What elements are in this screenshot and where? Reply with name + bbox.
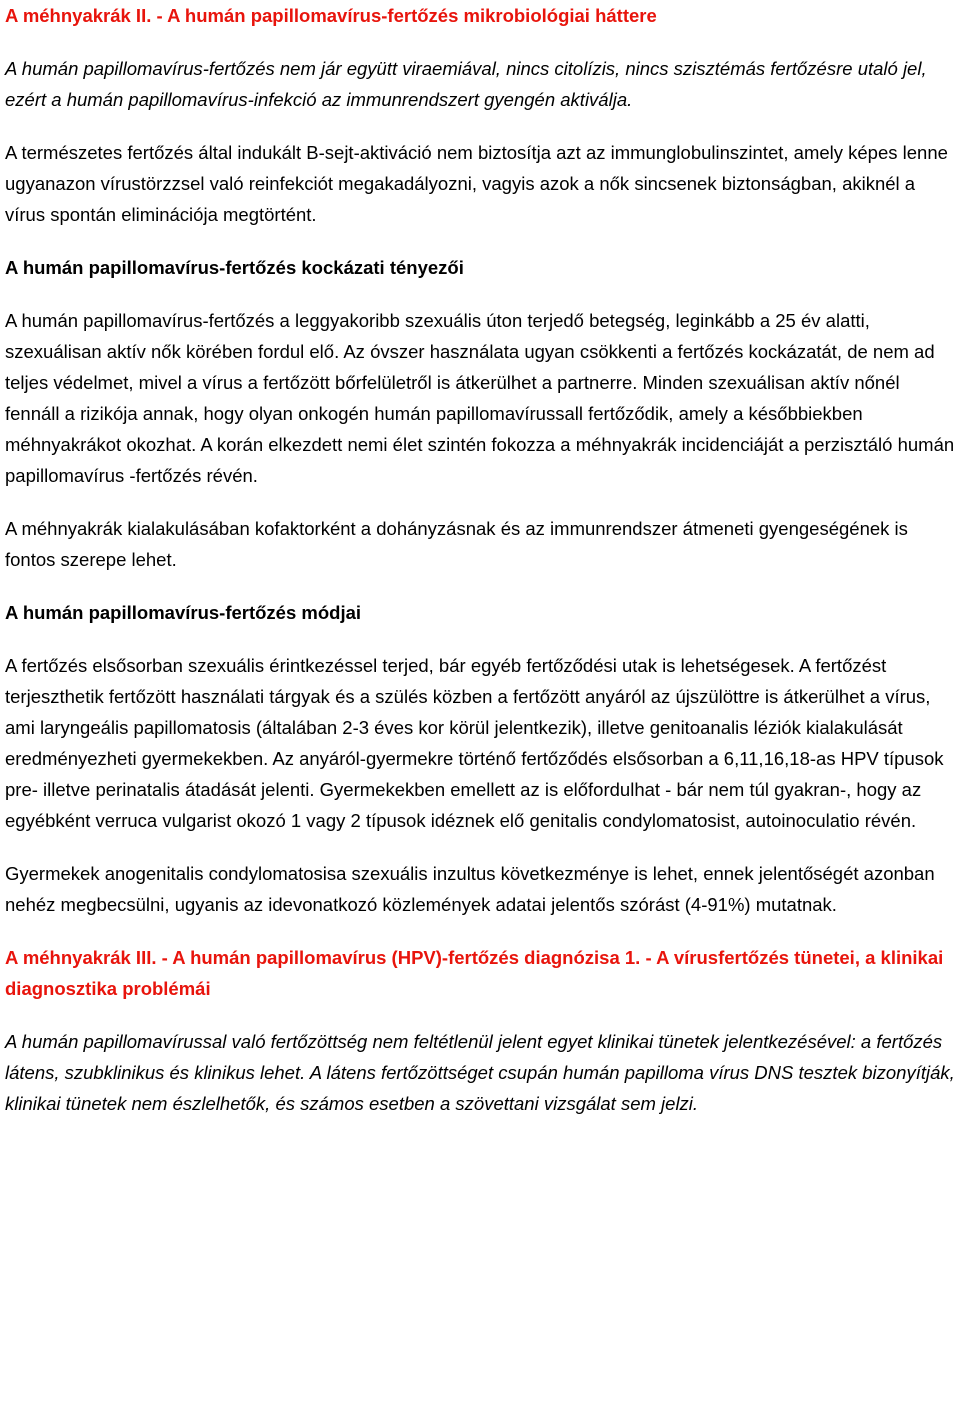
section-title-mehnyakrak-2: A méhnyakrák II. - A humán papillomavírus-fertőzés mikrobiológiai háttere (5, 5, 657, 26)
spacer (5, 230, 956, 252)
spacer (5, 283, 956, 305)
spacer (5, 31, 956, 53)
section-title-risk-factors: A humán papillomavírus-fertőzés kockázati tényezői (5, 257, 464, 278)
paragraph-children: Gyermekek anogenitalis condylomatosisa szexuális inzultus következménye is lehet, ennek jelentőségét azonban nehéz megbecsülni, ugyanis az idevonatkozó közlemények adatai jelentős szórást (4-91%) mutatnak. (5, 863, 935, 915)
paragraph-cofactors: A méhnyakrák kialakulásában kofaktorként a dohányzásnak és az immunrendszer átmeneti gyengeségének is fontos szerepe lehet. (5, 518, 908, 570)
paragraph-intro: A humán papillomavírus-fertőzés nem jár együtt viraemiával, nincs citolízis, nincs szisztémás fertőzésre utaló jel, ezért a humán papillomavírus-infekció az immunrendszert gyengén aktiválja. (5, 58, 927, 110)
paragraph-latent-infection: A humán papillomavírussal való fertőzöttség nem feltétlenül jelent egyet klinikai tünetek jelentkezésével: a fertőzés látens, szubklinikus és klinikus lehet. A látens fertőzöttséget csupán humán papilloma vírus DNS tesztek bizonyítják, klinikai tünetek nem észlelhetők, és számos esetben a szövettani vizsgálat sem jelzi. (5, 1031, 955, 1114)
section-title-mehnyakrak-3: A méhnyakrák III. - A humán papillomavírus (HPV)-fertőzés diagnózisa 1. - A vírusfertőzés tünetei, a klinikai diagnosztika problémái (5, 947, 944, 999)
paragraph-risk-factors: A humán papillomavírus-fertőzés a leggyakoribb szexuális úton terjedő betegség, leginkább a 25 év alatti, szexuálisan aktív nők körében fordul elő. Az óvszer használata ugyan csökkenti a fertőzés kockázatát, de nem ad teljes védelmet, mivel a vírus a fertőzött bőrfelületről is átkerülhet a partnerre. Minden szexuálisan aktív nőnél fennáll a rizikója annak, hogy olyan onkogén humán papillomavírussall fertőződik, amely a későbbiekben méhnyakrákot okozhat. A korán elkezdett nemi élet szintén fokozza a méhnyakrák incidenciáját a perzisztáló humán papillomavírus -fertőzés révén. (5, 310, 955, 486)
spacer (5, 575, 956, 597)
spacer (5, 115, 956, 137)
section-title-transmission: A humán papillomavírus-fertőzés módjai (5, 602, 362, 623)
spacer (5, 920, 956, 942)
paragraph-b-cell-activation: A természetes fertőzés által indukált B-sejt-aktiváció nem biztosítja azt az immunglobulinszintet, amely képes lenne ugyanazon vírustörzzsel való reinfekciót megakadályozni, vagyis azok a nők sincsenek biztonságban, akiknél a vírus spontán eliminációja megtörtént. (5, 142, 948, 225)
paragraph-transmission: A fertőzés elsősorban szexuális érintkezéssel terjed, bár egyéb fertőződési utak is lehetségesek. A fertőzést terjeszthetik fertőzött használati tárgyak és a szülés közben a fertőzött anyáról az újszülöttre is átkerülhet a vírus, ami laryngeális papillomatosis (általában 2-3 éves kor körül jelentkezik), illetve genitoanalis léziók kialakulását eredményezheti gyermekekben. Az anyáról-gyermekre történő fertőződés elsősorban a 6,11,16,18-as HPV típusok pre- illetve perinatalis átadását jelenti. Gyermekekben emellett az is előfordulhat - bár nem túl gyakran-, hogy az egyébként verruca vulgarist okozó 1 vagy 2 típusok idéznek elő genitalis condylomatosist, autoinoculatio révén. (5, 655, 944, 831)
spacer (5, 1004, 956, 1026)
spacer (5, 628, 956, 650)
spacer (5, 491, 956, 513)
spacer (5, 836, 956, 858)
